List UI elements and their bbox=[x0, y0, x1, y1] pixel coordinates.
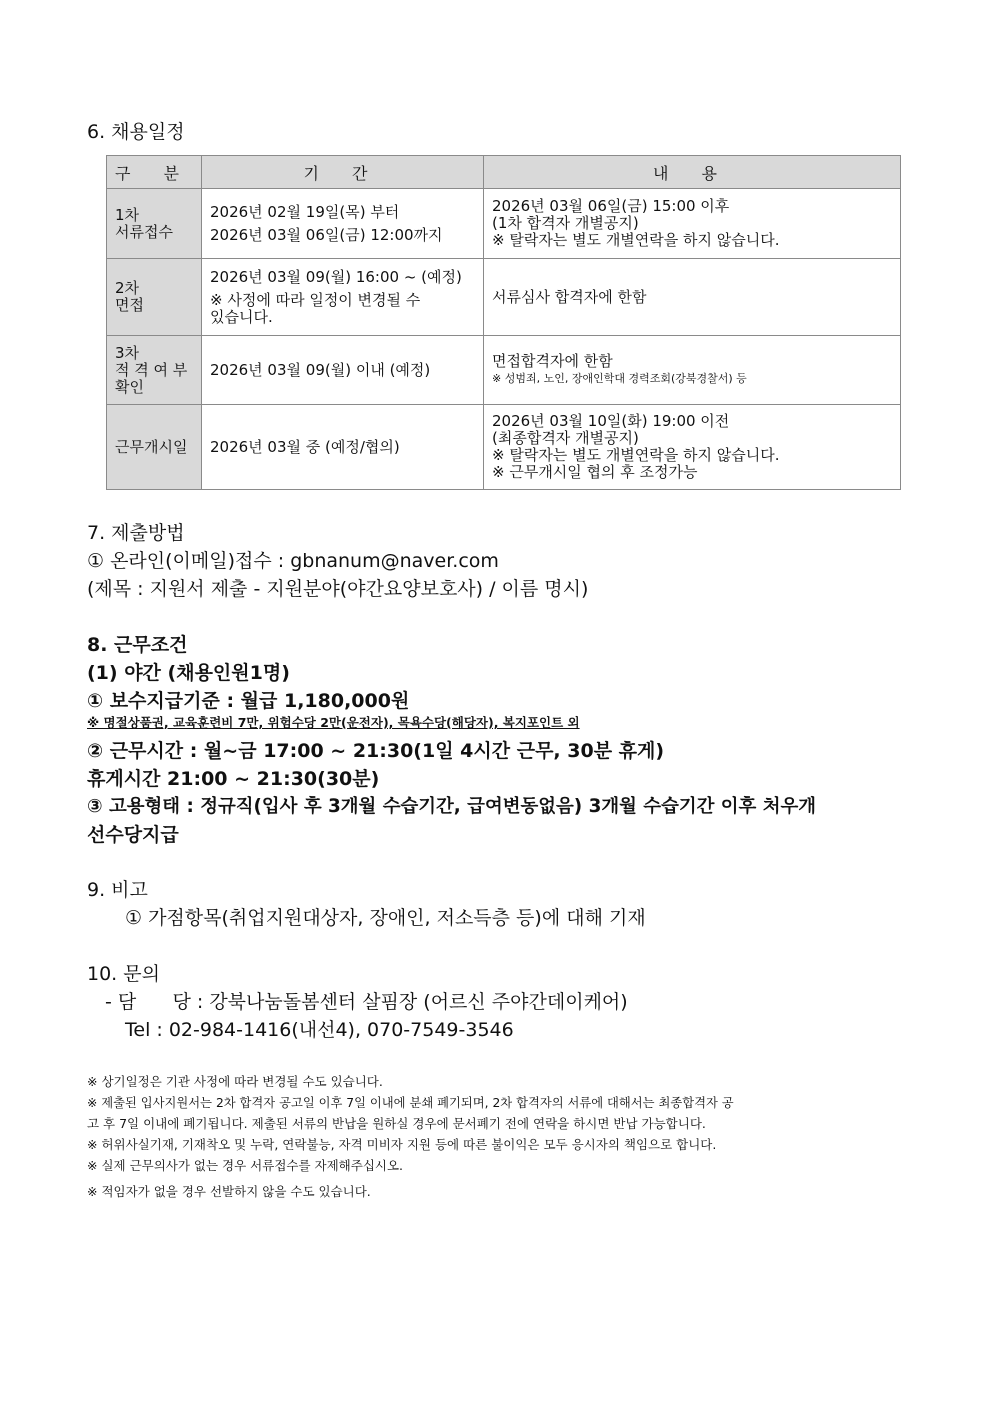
header-content: 내 용 bbox=[484, 156, 901, 189]
row-content: 면접합격자에 한함 ※ 성범죄, 노인, 장애인학대 경력조회(강북경찰서) 등 bbox=[484, 336, 901, 405]
row-label: 3차 적 격 여 부 확인 bbox=[107, 336, 202, 405]
submission-email-line: ① 온라인(이메일)접수 : gbnanum@naver.com bbox=[87, 550, 499, 572]
row-period: 2026년 03월 중 (예정/협의) bbox=[202, 405, 484, 490]
header-category: 구 분 bbox=[107, 156, 202, 189]
schedule-row-start-date bbox=[107, 405, 901, 490]
row-period: 2026년 02월 19일(목) 부터 2026년 03월 06일(금) 12:00까지 bbox=[202, 189, 484, 259]
schedule-row-eligibility bbox=[107, 336, 901, 405]
note-item: ※ 제출된 입사지원서는 2차 합격자 공고일 이후 7일 이내에 분쇄 폐기되며, 2차 합격자의 서류에 대해서는 최종합격자 공 bbox=[87, 1096, 734, 1110]
section-8-title: 8. 근무조건 bbox=[87, 634, 188, 656]
work-hours-line: ② 근무시간 : 월~금 17:00 ~ 21:30(1일 4시간 근무, 30분 휴게) bbox=[87, 740, 665, 762]
row-content: 2026년 03월 06일(금) 15:00 이후 (1차 합격자 개별공지) ※ 탈락자는 별도 개별연락을 하지 않습니다. bbox=[484, 189, 901, 259]
contact-person-line: - 담 당 : 강북나눔돌봄센터 살핌장 (어르신 주야간데이케어) bbox=[105, 991, 628, 1013]
row-content: 2026년 03월 10일(화) 19:00 이전 (최종합격자 개별공지) ※ 탈락자는 별도 개별연락을 하지 않습니다. ※ 근무개시일 협의 후 조정가능 bbox=[484, 405, 901, 490]
note-item: ※ 허위사실기재, 기재착오 및 누락, 연락불능, 자격 미비자 지원 등에 따른 불이익은 모두 응시자의 책임으로 합니다. bbox=[87, 1137, 717, 1152]
break-time-line: 휴게시간 21:00 ~ 21:30(30분) bbox=[87, 768, 380, 790]
note-item: 고 후 7일 이내에 폐기됩니다. 제출된 서류의 반납을 원하실 경우에 문서폐기 전에 연락을 하시면 반납 가능합니다. bbox=[87, 1116, 706, 1131]
contact-tel-line: Tel : 02-984-1416(내선4), 070-7549-3546 bbox=[125, 1019, 514, 1041]
pay-benefits-note: ※ 명절상품권, 교육훈련비 7만, 위험수당 2만(운전자), 목욕수당(해당자), 복지포인트 외 bbox=[87, 715, 580, 730]
section-7-title: 7. 제출방법 bbox=[87, 522, 185, 544]
row-label: 근무개시일 bbox=[107, 405, 202, 490]
employment-type-line: ③ 고용형태 : 정규직(입사 후 3개월 수습기간, 급여변동없음) 3개월 수습기간 이후 처우개 bbox=[87, 796, 817, 817]
row-period: 2026년 03월 09(월) 16:00 ~ (예정) ※ 사정에 따라 일정이 변경될 수 있습니다. bbox=[202, 259, 484, 336]
night-shift-subtitle: (1) 야간 (채용인원1명) bbox=[87, 662, 290, 684]
header-period: 기 간 bbox=[202, 156, 484, 189]
row-period: 2026년 03월 09(월) 이내 (예정) bbox=[202, 336, 484, 405]
employment-type-line-cont: 선수당지급 bbox=[87, 824, 179, 846]
row-content: 서류심사 합격자에 한함 bbox=[484, 259, 901, 336]
section-10-title: 10. 문의 bbox=[87, 963, 160, 985]
row-label: 1차 서류접수 bbox=[107, 189, 202, 259]
schedule-row-document bbox=[107, 189, 901, 259]
remarks-item: ① 가점항목(취업지원대상자, 장애인, 저소득층 등)에 대해 기재 bbox=[125, 907, 646, 929]
schedule-header-row bbox=[107, 156, 901, 189]
submission-subject-line: (제목 : 지원서 제출 - 지원분야(야간요양보호사) / 이름 명시) bbox=[87, 578, 589, 600]
row-label: 2차 면접 bbox=[107, 259, 202, 336]
schedule-row-interview bbox=[107, 259, 901, 336]
note-item: ※ 상기일정은 기관 사정에 따라 변경될 수도 있습니다. bbox=[87, 1074, 383, 1089]
note-item: ※ 실제 근무의사가 없는 경우 서류접수를 자제해주십시오. bbox=[87, 1158, 404, 1173]
pay-standard-line: ① 보수지급기준 : 월급 1,180,000원 bbox=[87, 690, 410, 712]
note-item: ※ 적임자가 없을 경우 선발하지 않을 수도 있습니다. bbox=[87, 1184, 371, 1199]
section-9-title: 9. 비고 bbox=[87, 879, 148, 901]
schedule-table bbox=[106, 155, 901, 490]
section-6-title: 6. 채용일정 bbox=[87, 121, 185, 143]
